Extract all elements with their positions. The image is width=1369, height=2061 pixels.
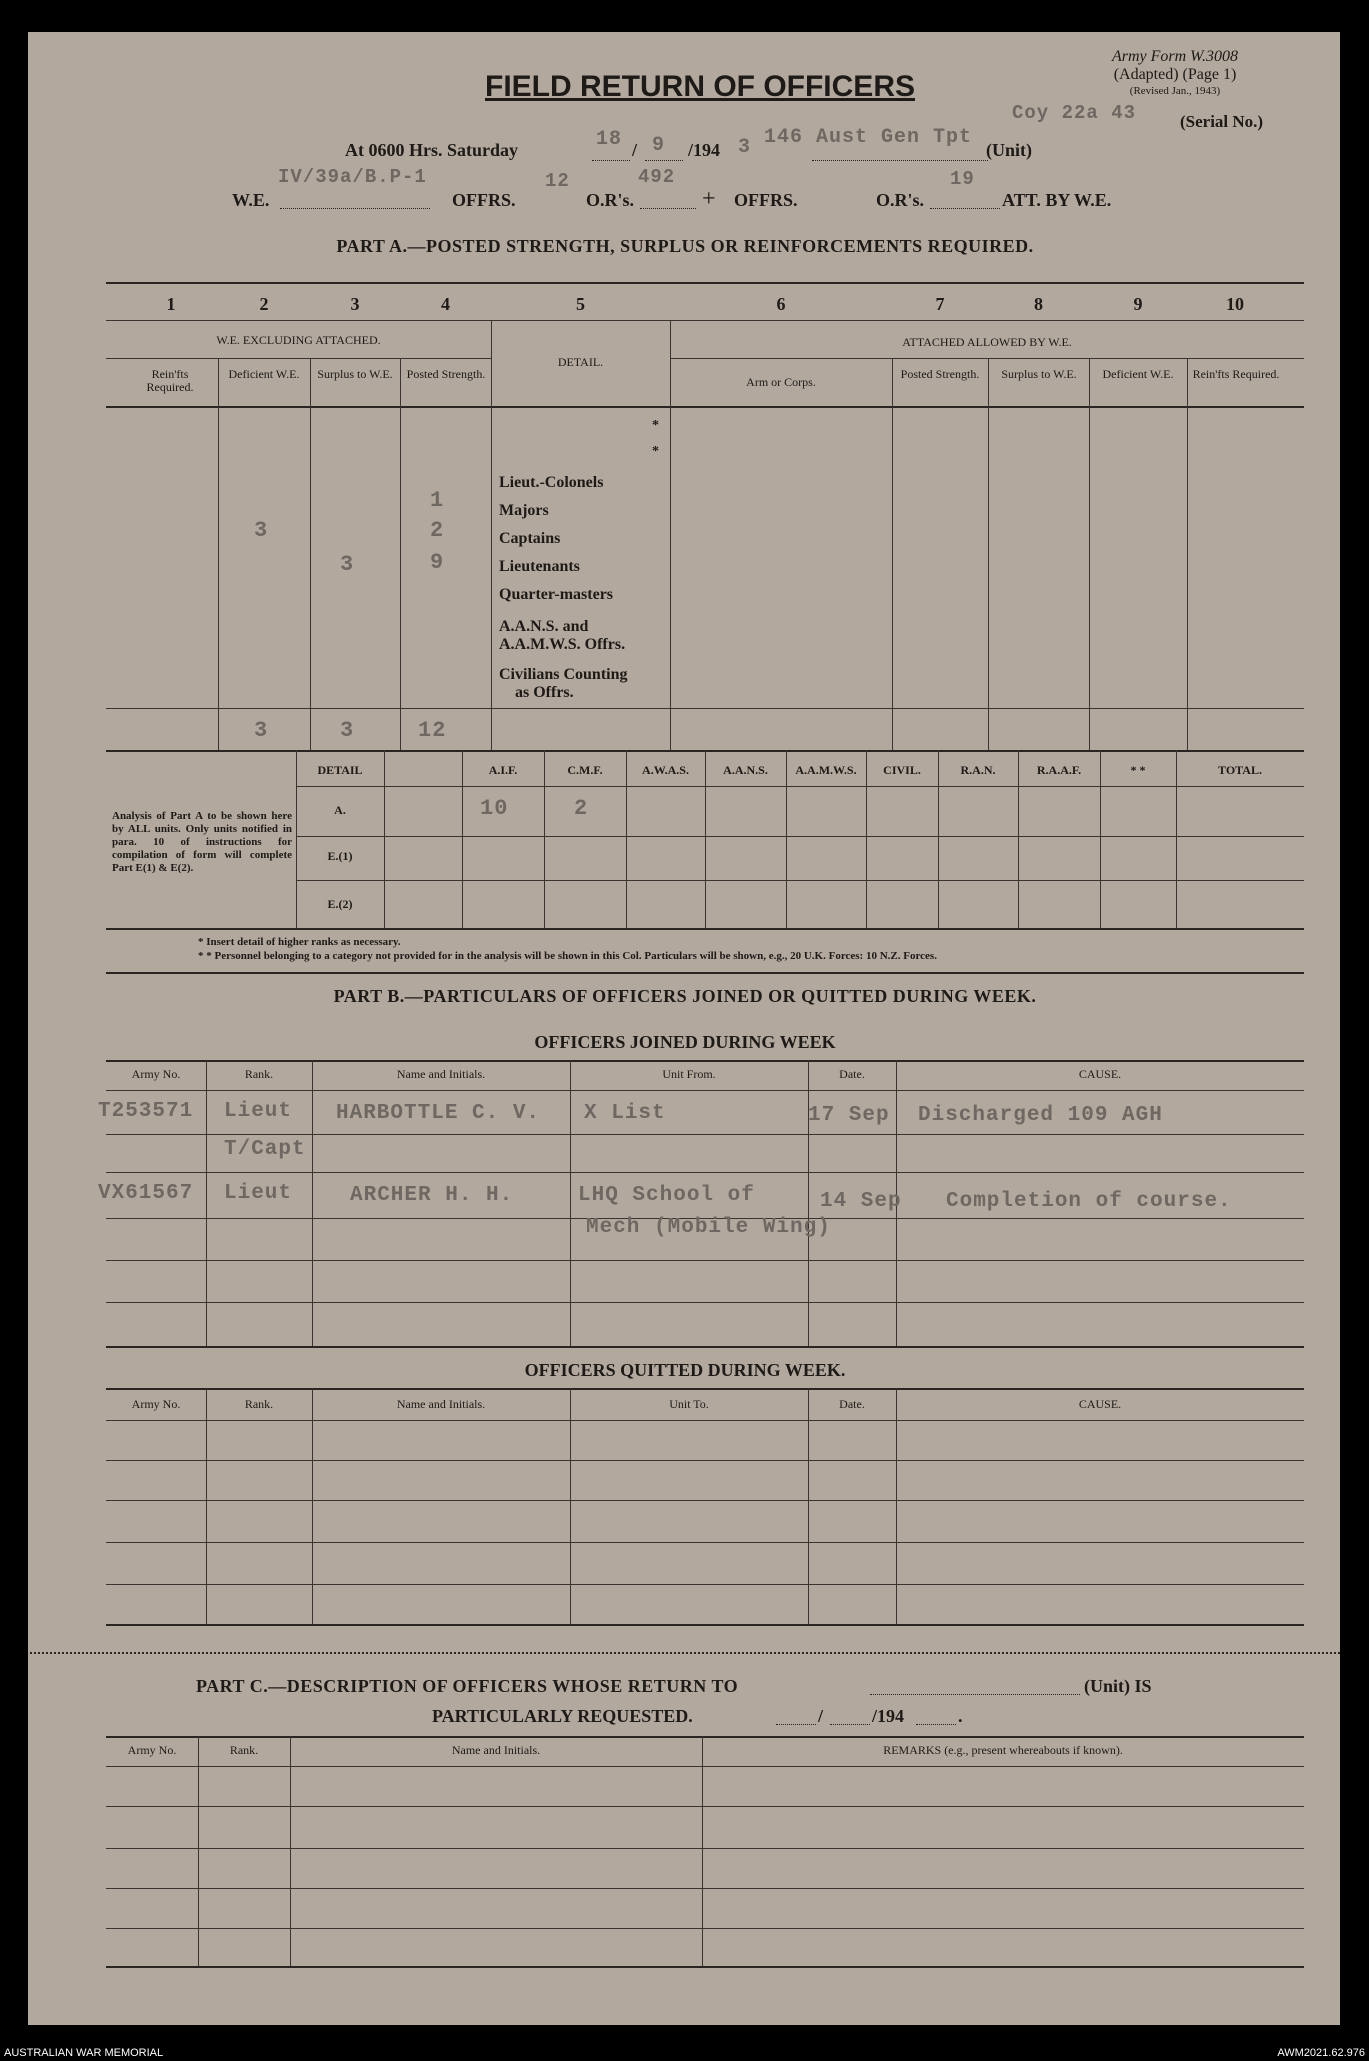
joined-2-date: 14 Sep [820,1190,902,1213]
quitted-header-unit: Unit To. [669,1397,709,1411]
joined-1-unit: X List [584,1102,666,1125]
page-title: FIELD RETURN OF OFFICERS [485,70,915,103]
rank-aamws: A.A.M.W.S. Offrs. [499,636,626,653]
joined-2-cause: Completion of course. [946,1190,1232,1213]
offrs-label: OFFRS. [452,190,516,210]
offrs-value: 12 [545,170,570,192]
analysis-header-detail: DETAIL [317,763,363,777]
deficient-value: 3 [254,518,269,543]
footer-credit: AUSTRALIAN WAR MEMORIAL [4,2047,164,2059]
joined-1-cause: Discharged 109 AGH [918,1104,1163,1127]
star-2: * [652,444,659,459]
analysis-header-aans: A.A.N.S. [723,763,768,777]
plus-sign: + [702,186,716,212]
aif-a-value: 10 [480,796,509,821]
perforation-line [30,1652,1340,1654]
joined-header-unit: Unit From. [662,1067,716,1081]
detail-header: DETAIL. [557,355,604,369]
part-a-title: PART A.—POSTED STRENGTH, SURPLUS OR REINFORCEMENTS REQUIRED. [336,236,1034,256]
col-num-7: 7 [935,294,945,314]
quitted-title: OFFICERS QUITTED DURING WEEK. [524,1360,846,1380]
reinfts2-header: Rein'fts Required. [1192,367,1280,381]
joined-1-army-no: T253571 [98,1100,194,1123]
surplus-header: Surplus to W.E. [317,367,393,381]
joined-2-unit: LHQ School of [578,1184,755,1207]
ors2-value: 19 [950,168,975,190]
reinfts-header: Rein'fts Required. [146,367,194,394]
ors2-label: O.R's. [876,190,925,210]
part-c-year: /194 [872,1706,905,1726]
analysis-note: Analysis of Part A to be shown here by ALL units. Only units notified in para. 10 of instructions for compilation of form will complete Part E(1) & E(2). [112,810,292,874]
part-c-period: . [958,1706,963,1726]
col-num-4: 4 [441,294,450,314]
year-suffix: 3 [738,136,752,159]
joined-2-unit2: Mech (Mobile Wing) [586,1216,831,1239]
deficient2-header: Deficient W.E. [1102,367,1174,381]
rank-lieut-colonels: Lieut.-Colonels [499,474,604,491]
joined-1-rank2: T/Capt [224,1138,306,1161]
part-c-header-remarks: REMARKS (e.g., present whereabouts if known). [883,1743,1123,1757]
posted-lieut-colonels: 1 [430,488,445,513]
analysis-header-ran: R.A.N. [960,763,996,777]
analysis-row-e2: E.(2) [327,897,353,911]
joined-1-rank: Lieut [224,1100,293,1123]
footnote-1: * Insert detail of higher ranks as necessary. [198,936,401,948]
col-num-2: 2 [259,294,269,314]
analysis-header-awas: A.W.A.S. [642,763,689,777]
col-num-9: 9 [1133,294,1143,314]
revised-label: (Revised Jan., 1943) [1129,85,1221,97]
analysis-header-other: * * [1130,763,1146,777]
footer-accession: AWM2021.62.976 [1277,2047,1365,2059]
rank-lieutenants: Lieutenants [499,558,580,575]
rank-aans: A.A.N.S. and [499,618,589,635]
col-num-8: 8 [1034,294,1043,314]
attached-allowed-header: ATTACHED ALLOWED BY W.E. [902,335,1072,349]
joined-header-cause: CAUSE. [1078,1067,1122,1081]
total-surplus: 3 [340,718,355,743]
analysis-header-aamws: A.A.M.W.S. [795,763,857,777]
posted-lieutenants: 9 [430,550,445,575]
date-day: 18 [596,128,623,151]
part-c-line2: PARTICULARLY REQUESTED. [432,1706,693,1726]
joined-header-date: Date. [839,1067,865,1081]
joined-header-rank: Rank. [244,1067,274,1081]
joined-2-army-no: VX61567 [98,1182,194,1205]
analysis-header-civil: CIVIL. [883,763,921,777]
we-excluding-header: W.E. EXCLUDING ATTACHED. [216,333,381,347]
rank-quarter-masters: Quarter-masters [499,586,614,603]
star-1: * [652,418,659,433]
part-c-unit-is: (Unit) IS [1084,1676,1152,1696]
total-deficient: 3 [254,718,269,743]
part-c-header-army-no: Army No. [127,1743,177,1757]
unit-label: (Unit) [986,140,1032,160]
army-form-number: Army Form W.3008 [1111,48,1239,65]
serial-label: (Serial No.) [1180,112,1264,131]
deficient-header: Deficient W.E. [228,367,300,381]
joined-1-name: HARBOTTLE C. V. [336,1102,541,1125]
joined-1-date: 17 Sep [808,1104,890,1127]
offrs2-label: OFFRS. [734,190,798,210]
rank-majors: Majors [499,502,549,519]
quitted-header-name: Name and Initials. [396,1397,486,1411]
analysis-header-total: TOTAL. [1218,763,1262,777]
joined-header-army-no: Army No. [131,1067,181,1081]
we-value: IV/39a/B.P-1 [278,166,427,188]
adapted-label: (Adapted) (Page 1) [1113,66,1237,83]
posted2-header: Posted Strength. [900,367,980,381]
total-posted: 12 [418,718,447,743]
analysis-header-cmf: C.M.F. [567,763,603,777]
joined-header-name: Name and Initials. [396,1067,486,1081]
surplus2-header: Surplus to W.E. [1001,367,1077,381]
ors-value: 492 [638,166,676,188]
quitted-header-rank: Rank. [244,1397,274,1411]
col-num-10: 10 [1226,294,1244,314]
joined-2-name: ARCHER H. H. [350,1184,514,1207]
rank-as-offrs: as Offrs. [515,684,574,701]
part-c-header-name: Name and Initials. [451,1743,541,1757]
posted-captains: 2 [430,518,445,543]
analysis-header-raaf: R.A.A.F. [1036,763,1082,777]
col-num-1: 1 [166,294,176,314]
we-label: W.E. [232,190,270,210]
analysis-header-aif: A.I.F. [488,763,518,777]
posted-header: Posted Strength. [406,367,486,381]
cmf-a-value: 2 [574,796,589,821]
quitted-header-army-no: Army No. [131,1397,181,1411]
col-num-3: 3 [350,294,360,314]
footnote-2: * * Personnel belonging to a category not provided for in the analysis will be shown in this Col. Particulars will be shown, e.g., 20 U.K. Forces: 10 N.Z. Forces. [198,950,937,962]
quitted-header-cause: CAUSE. [1078,1397,1122,1411]
col-num-6: 6 [776,294,786,314]
part-b-title: PART B.—PARTICULARS OF OFFICERS JOINED OR QUITTED DURING WEEK. [333,986,1037,1006]
arm-corps-header: Arm or Corps. [746,375,816,389]
serial-value: Coy 22a 43 [1012,102,1137,124]
at-label: At 0600 Hrs. Saturday [345,140,519,160]
ors-label: O.R's. [586,190,635,210]
analysis-row-e1: E.(1) [327,849,353,863]
part-c-title: PART C.—DESCRIPTION OF OFFICERS WHOSE RETURN TO [196,1676,739,1696]
col-num-5: 5 [576,294,585,314]
rank-captains: Captains [499,530,561,547]
att-label: ATT. BY W.E. [1002,190,1112,210]
rank-civilians: Civilians Counting [499,666,628,683]
date-month: 9 [652,134,666,157]
surplus-value: 3 [340,552,355,577]
joined-2-rank: Lieut [224,1182,293,1205]
part-c-date-slash: / [818,1706,824,1726]
unit-value: 146 Aust Gen Tpt [764,126,973,149]
quitted-header-date: Date. [839,1397,865,1411]
joined-title: OFFICERS JOINED DURING WEEK [534,1032,836,1052]
part-c-header-rank: Rank. [229,1743,259,1757]
analysis-row-a: A. [334,803,346,817]
year-prefix: /194 [688,140,721,160]
